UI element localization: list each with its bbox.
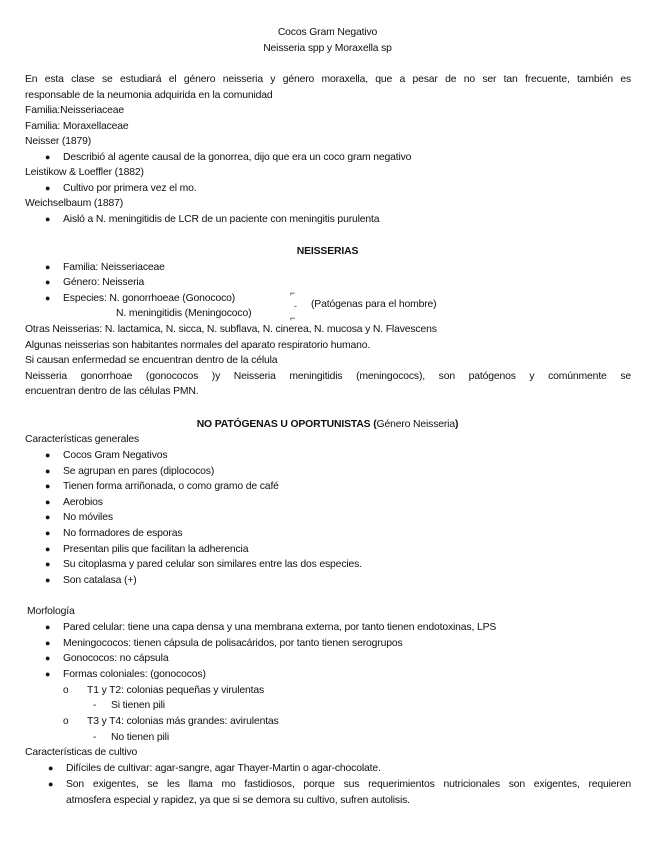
bullet-icon: ● <box>45 638 51 648</box>
general-bullet: Tienen forma arriñonada, o como gramo de café <box>63 481 279 492</box>
bullet-icon: ● <box>45 528 51 538</box>
leistikow-bullet: Cultivo por primera vez el mo. <box>63 183 197 194</box>
bullet-icon: ● <box>45 544 51 554</box>
familia-neisseriaceae: Familia:Neisseriaceae <box>25 105 125 116</box>
brace-icon: ⌐ - ⌐ <box>290 288 297 323</box>
bullet-icon: ● <box>45 622 51 632</box>
leistikow-heading: Leistikow & Loeffler (1882) <box>25 167 144 178</box>
no-patogenas-heading-bold: NO PATÓGENAS U OPORTUNISTAS ( <box>196 419 377 430</box>
neisser-bullet: Describió al agente causal de la gonorrea, dijo que era un coco gram negativo <box>63 152 412 163</box>
caracteristicas-generales-heading: Características generales <box>25 434 140 445</box>
general-bullet: Su citoplasma y pared celular son similares entre las dos especies. <box>63 559 362 570</box>
no-patogenas-heading-close: ) <box>454 419 459 430</box>
no-patogenas-heading-genero: Género Neisseria <box>376 419 455 430</box>
patogenos-paragraph-line-1: Neisseria gonorrhoae (gonococos )y Neisseria meningitidis (meningococs), son patógenos y comúnmente se <box>25 371 631 382</box>
bullet-icon: ● <box>45 450 51 460</box>
morfologia-bullet: Gonococos: no cápsula <box>63 653 169 664</box>
species-meningitidis: N. meningitidis (Meningococo) <box>116 308 252 319</box>
otras-neisserias: Otras Neisserias: N. lactamica, N. sicca, N. subflava, N. cinerea, N. mucosa y N. Flavescens <box>25 324 437 335</box>
neisserias-bullet-genero: Género: Neisseria <box>63 277 145 288</box>
bullet-icon: ● <box>48 779 54 789</box>
general-bullet: Son catalasa (+) <box>63 575 137 586</box>
colonias-t3-t4: T3 y T4: colonias más grandes: avirulentas <box>87 716 279 727</box>
patogenos-paragraph-line-2: encuentran dentro de las células PMN. <box>25 386 199 397</box>
bullet-icon: ● <box>45 575 51 585</box>
general-bullet: Presentan pilis que facilitan la adherencia <box>63 544 249 555</box>
morfologia-heading: Morfología <box>27 606 75 617</box>
cultivo-heading: Características de cultivo <box>25 747 138 758</box>
dash-bullet-icon: - <box>93 700 97 711</box>
bullet-icon: ● <box>45 293 51 303</box>
bullet-icon: ● <box>45 512 51 522</box>
general-bullet: Cocos Gram Negativos <box>63 450 168 461</box>
neisserias-bullet-familia: Familia: Neisseriaceae <box>63 262 165 273</box>
general-bullet: Se agrupan en pares (diplococos) <box>63 466 215 477</box>
intro-paragraph-line-2: responsable de la neumonia adquirida en la comunidad <box>25 90 273 101</box>
circle-bullet-icon: o <box>63 685 69 696</box>
habitantes-normales: Algunas neisserias son habitantes normales del aparato respiratorio humano. <box>25 340 371 351</box>
no-tienen-pili: No tienen pili <box>111 732 169 743</box>
bullet-icon: ● <box>45 559 51 569</box>
weichselbaum-bullet: Aisló a N. meningitidis de LCR de un paciente con meningitis purulenta <box>63 214 380 225</box>
bullet-icon: ● <box>45 183 51 193</box>
neisserias-heading: NEISSERIAS <box>296 246 359 257</box>
bullet-icon: ● <box>45 669 51 679</box>
bullet-icon: ● <box>45 466 51 476</box>
bullet-icon: ● <box>45 214 51 224</box>
colonias-t1-t2: T1 y T2: colonias pequeñas y virulentas <box>87 685 265 696</box>
cultivo-bullet-exigentes-line-2: atmosfera especial y rapidez, ya que si se demora su cultivo, sufren autolisis. <box>66 795 410 806</box>
general-bullet: No formadores de esporas <box>63 528 183 539</box>
intro-paragraph-line-1: En esta clase se estudiará el género neisseria y género moraxella, que a pesar de no ser tan frecuente, también es <box>25 74 631 85</box>
cultivo-bullet-exigentes-line-1: Son exigentes, se les llama mo fastidiosos, porque sus requerimientos nutricionales son exigentes, requieren <box>66 779 631 790</box>
circle-bullet-icon: o <box>63 716 69 727</box>
title-line-2: Neisseria spp y Moraxella sp <box>263 43 392 54</box>
morfologia-bullet: Meningococos: tienen cápsula de polisacáridos, por tanto tienen serogrupos <box>63 638 403 649</box>
bullet-icon: ● <box>45 497 51 507</box>
cultivo-bullet-dificiles: Difíciles de cultivar: agar-sangre, agar Thayer-Martin o agar-chocolate. <box>66 763 381 774</box>
bullet-icon: ● <box>45 653 51 663</box>
bullet-icon: ● <box>45 152 51 162</box>
neisserias-bullet-especies: Especies: N. gonorrhoeae (Gonococo) <box>63 293 236 304</box>
neisser-heading: Neisser (1879) <box>25 136 92 147</box>
si-tienen-pili: Si tienen pili <box>111 700 165 711</box>
bullet-icon: ● <box>48 763 54 773</box>
bullet-icon: ● <box>45 481 51 491</box>
morfologia-bullet: Formas coloniales: (gonococos) <box>63 669 206 680</box>
patogenas-label: (Patógenas para el hombre) <box>311 299 437 310</box>
morfologia-bullet: Pared celular: tiene una capa densa y una membrana externa, por tanto tienen endotoxinas, LPS <box>63 622 497 633</box>
dash-bullet-icon: - <box>93 732 97 743</box>
causan-enfermedad: Si causan enfermedad se encuentran dentro de la célula <box>25 355 278 366</box>
bullet-icon: ● <box>45 277 51 287</box>
bullet-icon: ● <box>45 262 51 272</box>
title-line-1: Cocos Gram Negativo <box>277 27 378 38</box>
general-bullet: No móviles <box>63 512 113 523</box>
no-patogenas-heading <box>0 418 655 431</box>
familia-moraxellaceae: Familia: Moraxellaceae <box>25 121 129 132</box>
weichselbaum-heading: Weichselbaum (1887) <box>25 198 124 209</box>
general-bullet: Aerobios <box>63 497 103 508</box>
